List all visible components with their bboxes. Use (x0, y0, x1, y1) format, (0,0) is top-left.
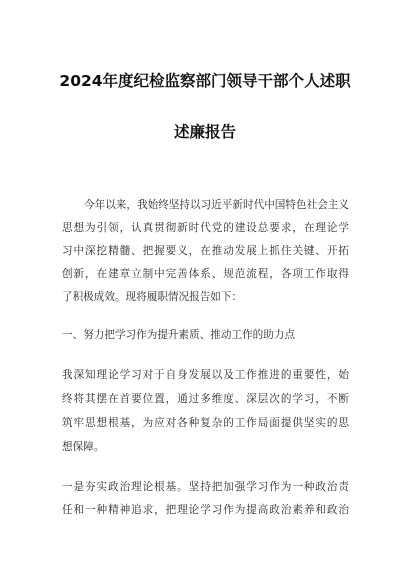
paragraph-1-line-3: 习中深挖精髓、把握要义，在推动发展上抓住关键、开拓 (62, 245, 349, 257)
section-heading-1: 一、努力把学习作为提升素质、推动工作的助力点 (62, 329, 296, 341)
paragraph-2-line-1: 我深知理论学习对于自身发展以及工作推进的重要性，始 (62, 369, 349, 381)
paragraph-2-line-2: 终将其摆在首要位置，通过多维度、深层次的学习，不断 (62, 393, 349, 405)
paragraph-1-line-2: 思想为引领，认真贯彻新时代党的建设总要求，在理论学 (62, 222, 349, 234)
paragraph-1-line-4: 创新，在建章立制中完善体系、规范流程，各项工作取得 (62, 268, 349, 280)
paragraph-3-line-2: 任和一种精神追求，把理论学习作为提高政治素养和政治 (62, 504, 349, 516)
document-title-line-2: 述廉报告 (173, 123, 236, 141)
paragraph-3-line-1: 一是夯实政治理论根基。坚持把加强学习作为一种政治责 (62, 481, 349, 493)
document-title-line-1: 2024年度纪检监察部门领导干部个人述职 (59, 72, 351, 90)
paragraph-1-line-5: 了积极成效。现将履职情况报告如下： (62, 291, 243, 303)
paragraph-2-line-3: 筑牢思想根基，为应对各种复杂的工作局面提供坚实的思 (62, 417, 349, 429)
paragraph-1-line-1: 今年以来，我始终坚持以习近平新时代中国特色社会主义 (84, 199, 349, 211)
paragraph-2-line-4: 想保障。 (62, 441, 105, 453)
